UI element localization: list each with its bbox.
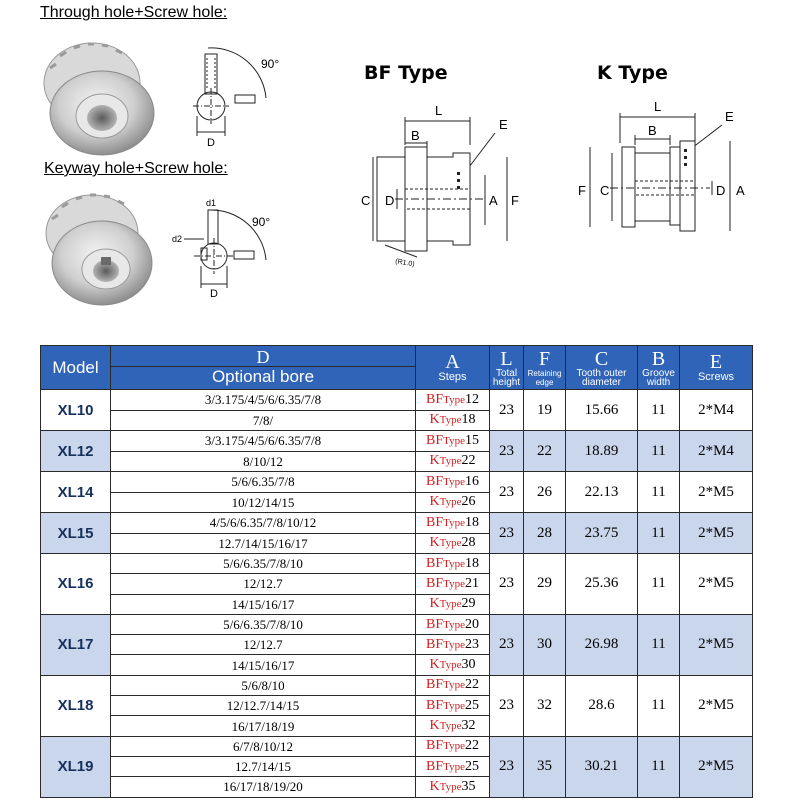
steps-cell: [416, 655, 490, 675]
step-type: K: [429, 657, 440, 673]
pulley-photo-through-hole: [30, 28, 166, 158]
step-value: 18: [464, 555, 479, 571]
header-model: Model: [41, 346, 111, 390]
table-row: [41, 472, 753, 493]
step-value: 18: [461, 412, 476, 428]
bore-cell: 12.7/14/15: [111, 756, 416, 776]
bf-dim-a: A: [489, 193, 498, 208]
steps-cell: [416, 635, 490, 655]
step-type-word: Type: [439, 455, 462, 468]
bf-dim-l: L: [435, 103, 443, 118]
steps-cell: [416, 675, 490, 695]
steps-cell: [416, 696, 490, 716]
k-dim-e: E: [725, 109, 734, 124]
header-a: A Steps: [416, 346, 490, 390]
step-type-word: Type: [439, 780, 462, 793]
steps-cell: [416, 756, 490, 776]
step-type-word: Type: [443, 618, 465, 631]
step-type-word: Type: [439, 659, 462, 672]
value-b-cell: 11: [638, 554, 680, 615]
step-type: K: [429, 535, 440, 551]
value-f-cell: 22: [524, 431, 566, 472]
value-l-cell: 23: [490, 431, 524, 472]
table-row: [41, 431, 753, 452]
value-l-cell: 23: [490, 390, 524, 431]
k-dim-l: L: [654, 99, 662, 114]
model-cell: XL17: [41, 614, 111, 675]
bore-cell: 5/6/6.35/7/8: [111, 472, 416, 493]
value-c-cell: 28.6: [566, 675, 638, 736]
header-b: B Groove width: [638, 346, 680, 390]
bore-cell: 7/8/: [111, 410, 416, 431]
step-value: 20: [464, 616, 479, 632]
value-c-cell: 25.36: [566, 554, 638, 615]
bore-cell: 3/3.175/4/5/6/6.35/7/8: [111, 390, 416, 411]
steps-cell: [416, 451, 490, 472]
value-e-cell: 2*M5: [680, 614, 753, 675]
step-type: BF: [426, 514, 444, 530]
value-b-cell: 11: [638, 431, 680, 472]
k-dim-a: A: [736, 183, 745, 198]
value-l-cell: 23: [490, 513, 524, 554]
bf-dim-e: E: [499, 117, 508, 132]
bore-cell: 5/6/6.35/7/8/10: [111, 554, 416, 574]
step-type: K: [429, 412, 440, 428]
bf-dim-b: B: [411, 128, 420, 143]
through-hole-heading: Through hole+Screw hole:: [40, 4, 228, 21]
bore-cell: 12/12.7: [111, 574, 416, 594]
bore-cell: 14/15/16/17: [111, 594, 416, 614]
angle-90-top: 90°: [261, 57, 280, 71]
table-row: [41, 675, 753, 695]
header-l: L Total height: [490, 346, 524, 390]
bf-dim-f: F: [511, 193, 519, 208]
step-type: BF: [426, 555, 444, 571]
step-type: BF: [426, 616, 444, 632]
dim-d2: d2: [172, 234, 183, 244]
value-f-cell: 29: [524, 554, 566, 615]
header-e: E Screws: [680, 346, 753, 390]
steps-cell: [416, 736, 490, 756]
step-type: BF: [426, 391, 444, 407]
bore-cell: 12/12.7: [111, 635, 416, 655]
value-l-cell: 23: [490, 675, 524, 736]
step-type-word: Type: [439, 496, 462, 509]
step-type-word: Type: [443, 679, 465, 692]
value-e-cell: 2*M5: [680, 554, 753, 615]
step-value: 16: [464, 473, 479, 489]
bf-note: (R1.0): [394, 258, 416, 269]
step-type: BF: [426, 473, 444, 489]
step-value: 23: [464, 636, 479, 652]
steps-cell: [416, 492, 490, 513]
steps-cell: [416, 472, 490, 493]
bore-cell: 12.7/14/15/16/17: [111, 533, 416, 554]
header-f: F Retaining edge: [524, 346, 566, 390]
step-value: 28: [461, 535, 476, 551]
k-dim-d: D: [716, 183, 726, 198]
value-c-cell: 26.98: [566, 614, 638, 675]
steps-cell: [416, 554, 490, 574]
step-value: 22: [461, 453, 476, 469]
dim-d-top: D: [207, 137, 215, 149]
steps-cell: [416, 513, 490, 534]
bore-cell: 16/17/18/19: [111, 716, 416, 736]
steps-cell: [416, 410, 490, 431]
bore-cell: 5/6/8/10: [111, 675, 416, 695]
value-c-cell: 22.13: [566, 472, 638, 513]
step-type-word: Type: [443, 740, 465, 753]
bore-cell: 5/6/6.35/7/8/10: [111, 614, 416, 634]
value-c-cell: 18.89: [566, 431, 638, 472]
k-type-drawing: [570, 95, 755, 255]
step-type-word: Type: [439, 414, 462, 427]
steps-cell: [416, 614, 490, 634]
steps-cell: [416, 594, 490, 614]
bore-cell: 14/15/16/17: [111, 655, 416, 675]
step-type-word: Type: [443, 699, 465, 712]
bore-cell: 10/12/14/15: [111, 492, 416, 513]
bf-type-heading: BF Type: [364, 62, 448, 84]
step-type: BF: [426, 636, 444, 652]
k-type-heading: K Type: [597, 62, 668, 84]
step-value: 25: [464, 697, 479, 713]
value-b-cell: 11: [638, 675, 680, 736]
step-value: 15: [464, 432, 479, 448]
steps-cell: [416, 777, 490, 797]
value-f-cell: 30: [524, 614, 566, 675]
table-row: [41, 513, 753, 534]
step-value: 26: [461, 494, 476, 510]
value-b-cell: 11: [638, 472, 680, 513]
step-type-word: Type: [439, 537, 462, 550]
value-c-cell: 15.66: [566, 390, 638, 431]
step-type: BF: [426, 738, 444, 754]
value-b-cell: 11: [638, 614, 680, 675]
value-e-cell: 2*M5: [680, 513, 753, 554]
step-type: BF: [426, 677, 444, 693]
model-cell: XL19: [41, 736, 111, 797]
bf-type-drawing: [355, 95, 545, 275]
table-row: [41, 736, 753, 756]
steps-cell: [416, 533, 490, 554]
value-f-cell: 28: [524, 513, 566, 554]
k-dim-f: F: [578, 183, 586, 198]
model-cell: XL18: [41, 675, 111, 736]
pulley-photo-keyway-hole: [30, 183, 166, 313]
value-c-cell: 30.21: [566, 736, 638, 797]
bf-dim-d: D: [385, 193, 395, 208]
bore-cell: 12/12.7/14/15: [111, 696, 416, 716]
value-b-cell: 11: [638, 513, 680, 554]
step-value: 35: [461, 778, 476, 794]
value-f-cell: 19: [524, 390, 566, 431]
model-cell: XL16: [41, 554, 111, 615]
model-cell: XL14: [41, 472, 111, 513]
step-value: 22: [464, 677, 479, 693]
step-type-word: Type: [439, 598, 462, 611]
bore-cell: 6/7/8/10/12: [111, 736, 416, 756]
step-type-word: Type: [443, 393, 465, 406]
step-value: 29: [461, 596, 476, 612]
dim-d-bottom: D: [210, 288, 218, 300]
step-type-word: Type: [443, 434, 465, 447]
header-d: D Optional bore: [111, 346, 416, 390]
value-e-cell: 2*M5: [680, 675, 753, 736]
bore-cell: 4/5/6/6.35/7/8/10/12: [111, 513, 416, 534]
value-b-cell: 11: [638, 736, 680, 797]
dim-d1: d1: [206, 198, 217, 208]
value-f-cell: 32: [524, 675, 566, 736]
step-type: BF: [426, 697, 444, 713]
step-type: BF: [426, 575, 444, 591]
through-hole-drawing: [180, 40, 290, 150]
angle-90-bottom: 90°: [252, 215, 271, 229]
value-e-cell: 2*M5: [680, 472, 753, 513]
value-f-cell: 35: [524, 736, 566, 797]
value-e-cell: 2*M4: [680, 390, 753, 431]
bore-cell: 3/3.175/4/5/6/6.35/7/8: [111, 431, 416, 452]
header-c: C Tooth outer diameter: [566, 346, 638, 390]
step-value: 12: [464, 391, 479, 407]
step-type-word: Type: [443, 475, 465, 488]
value-e-cell: 2*M4: [680, 431, 753, 472]
step-type-word: Type: [443, 760, 465, 773]
model-cell: XL10: [41, 390, 111, 431]
step-type-word: Type: [443, 557, 465, 570]
value-f-cell: 26: [524, 472, 566, 513]
value-l-cell: 23: [490, 554, 524, 615]
steps-cell: [416, 390, 490, 411]
step-value: 21: [464, 575, 479, 591]
bf-dim-c: C: [361, 193, 371, 208]
step-type-word: Type: [443, 577, 465, 590]
value-l-cell: 23: [490, 472, 524, 513]
step-type-word: Type: [443, 516, 465, 529]
value-l-cell: 23: [490, 614, 524, 675]
k-dim-c: C: [600, 183, 610, 198]
bore-cell: 16/17/18/19/20: [111, 777, 416, 797]
value-c-cell: 23.75: [566, 513, 638, 554]
step-type: K: [429, 778, 440, 794]
bore-cell: 8/10/12: [111, 451, 416, 472]
step-type-word: Type: [443, 638, 465, 651]
step-type: K: [429, 453, 440, 469]
step-value: 32: [461, 718, 476, 734]
value-e-cell: 2*M5: [680, 736, 753, 797]
model-cell: XL12: [41, 431, 111, 472]
step-value: 25: [464, 758, 479, 774]
table-row: [41, 390, 753, 411]
keyway-hole-heading: Keyway hole+Screw hole:: [44, 160, 228, 177]
step-type-word: Type: [439, 720, 462, 733]
step-type: K: [429, 718, 440, 734]
table-row: [41, 614, 753, 634]
model-cell: XL15: [41, 513, 111, 554]
step-type: K: [429, 596, 440, 612]
steps-cell: [416, 716, 490, 736]
spec-table: [40, 345, 753, 798]
value-l-cell: 23: [490, 736, 524, 797]
step-type: BF: [426, 432, 444, 448]
step-type: K: [429, 494, 440, 510]
step-value: 18: [464, 514, 479, 530]
step-type: BF: [426, 758, 444, 774]
step-value: 30: [461, 657, 476, 673]
steps-cell: [416, 431, 490, 452]
keyway-hole-drawing: [170, 196, 290, 306]
step-value: 22: [464, 738, 479, 754]
k-dim-b: B: [648, 123, 657, 138]
steps-cell: [416, 574, 490, 594]
table-row: [41, 554, 753, 574]
value-b-cell: 11: [638, 390, 680, 431]
